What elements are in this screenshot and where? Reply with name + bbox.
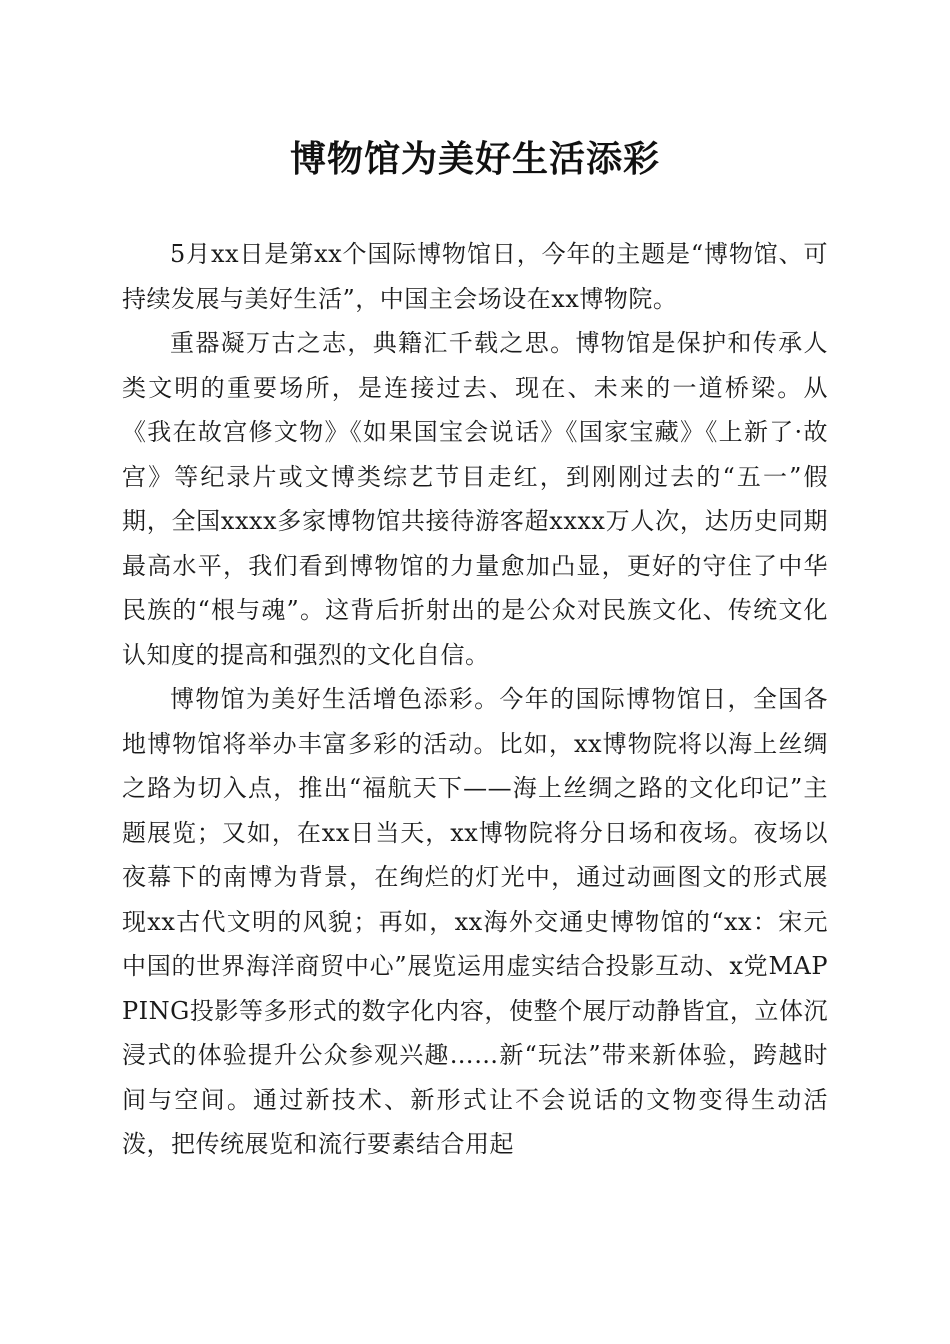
paragraph-3: 博物馆为美好生活增色添彩。今年的国际博物馆日，全国各地博物馆将举办丰富多彩的活动。比如，xx博物院将以海上丝绸之路为切入点，推出“福航天下——海上丝绸之路的文化印记”主题展览；又如，在xx日当天，xx博物院将分日场和夜场。夜场以夜幕下的南博为背景，在绚烂的灯光中，通过动画图文的形式展现xx古代文明的风貌；再如，xx海外交通史博物馆的“xx：宋元中国的世界海洋商贸中心”展览运用虚实结合投影互动、x党MAPPING投影等多形式的数字化内容，使整个展厅动静皆宜，立体沉浸式的体验提升公众参观兴趣……新“玩法”带来新体验，跨越时间与空间。通过新技术、新形式让不会说话的文物变得生动活泼，把传统展览和流行要素结合用起 [122, 685, 828, 1158]
document-body [122, 232, 828, 1167]
document-title: 博物馆为美好生活添彩 [289, 138, 660, 180]
paragraph-2: 重器凝万古之志，典籍汇千载之思。博物馆是保护和传承人类文明的重要场所，是连接过去、现在、未来的一道桥梁。从《我在故宫修文物》《如果国宝会说话》《国家宝藏》《上新了·故宫》等纪录片或文博类综艺节目走红，到刚刚过去的“五一”假期，全国xxxx多家博物馆共接待游客超xxxx万人次，达历史同期最高水平，我们看到博物馆的力量愈加凸显，更好的守住了中华民族的“根与魂”。这背后折射出的是公众对民族文化、传统文化认知度的提高和强烈的文化自信。 [122, 329, 828, 669]
paragraph-1: 5月xx日是第xx个国际博物馆日，今年的主题是“博物馆、可持续发展与美好生活”，中国主会场设在xx博物院。 [122, 240, 828, 313]
